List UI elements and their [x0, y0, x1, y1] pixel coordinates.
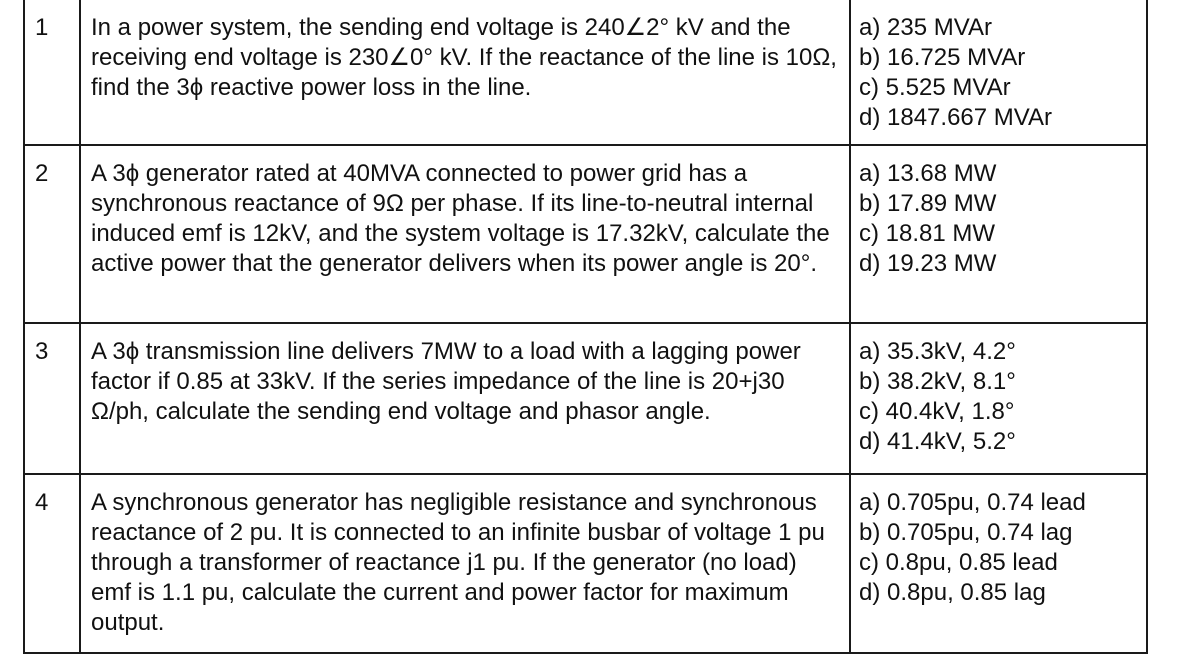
option-d: d) 1847.667 MVAr [859, 104, 1052, 131]
answer-options [850, 323, 1147, 474]
option-d: d) 41.4kV, 5.2° [859, 428, 1016, 455]
option-c: c) 40.4kV, 1.8° [859, 398, 1015, 425]
question-row-2 [24, 145, 1147, 323]
question-sheet [23, 0, 1148, 653]
option-a: a) 13.68 MW [859, 160, 997, 187]
option-d: d) 0.8pu, 0.85 lag [859, 579, 1046, 606]
option-c: c) 5.525 MVAr [859, 74, 1011, 101]
question-text: A 3ϕ transmission line delivers 7MW to a load with a lagging power factor if 0.85 at 33kV. If the series impedance of the line is 20+j30 Ω/ph, calculate the sending end voltage and phasor angle. [80, 323, 850, 474]
option-c: c) 18.81 MW [859, 220, 996, 247]
question-text: A 3ϕ generator rated at 40MVA connected to power grid has a synchronous reactance of 9Ω per phase. If its line-to-neutral internal induced emf is 12kV, and the system voltage is 17.32kV, calculate the active power that the generator delivers when its power angle is 20°. [80, 145, 850, 323]
question-number: 1 [24, 0, 80, 145]
option-b: b) 17.89 MW [859, 190, 997, 217]
answer-options [850, 145, 1147, 323]
answer-options [850, 0, 1147, 145]
option-d: d) 19.23 MW [859, 250, 997, 277]
answer-options [850, 474, 1147, 653]
question-row-3 [24, 323, 1147, 474]
option-a: a) 0.705pu, 0.74 lead [859, 489, 1086, 516]
questions-table [23, 0, 1148, 654]
option-c: c) 0.8pu, 0.85 lead [859, 549, 1058, 576]
question-row-1 [24, 0, 1147, 145]
question-number: 4 [24, 474, 80, 653]
option-b: b) 38.2kV, 8.1° [859, 368, 1016, 395]
question-number: 2 [24, 145, 80, 323]
question-number: 3 [24, 323, 80, 474]
question-row-4 [24, 474, 1147, 653]
option-a: a) 35.3kV, 4.2° [859, 338, 1016, 365]
option-b: b) 0.705pu, 0.74 lag [859, 519, 1073, 546]
option-b: b) 16.725 MVAr [859, 44, 1026, 71]
question-text: In a power system, the sending end voltage is 240∠2° kV and the receiving end voltage is 230∠0° kV. If the reactance of the line is 10Ω, find the 3ϕ reactive power loss in the line. [80, 0, 850, 145]
option-a: a) 235 MVAr [859, 14, 992, 41]
question-text: A synchronous generator has negligible resistance and synchronous reactance of 2 pu. It is connected to an infinite busbar of voltage 1 pu through a transformer of reactance j1 pu. If the generator (no load) emf is 1.1 pu, calculate the current and power factor for maximum output. [80, 474, 850, 653]
